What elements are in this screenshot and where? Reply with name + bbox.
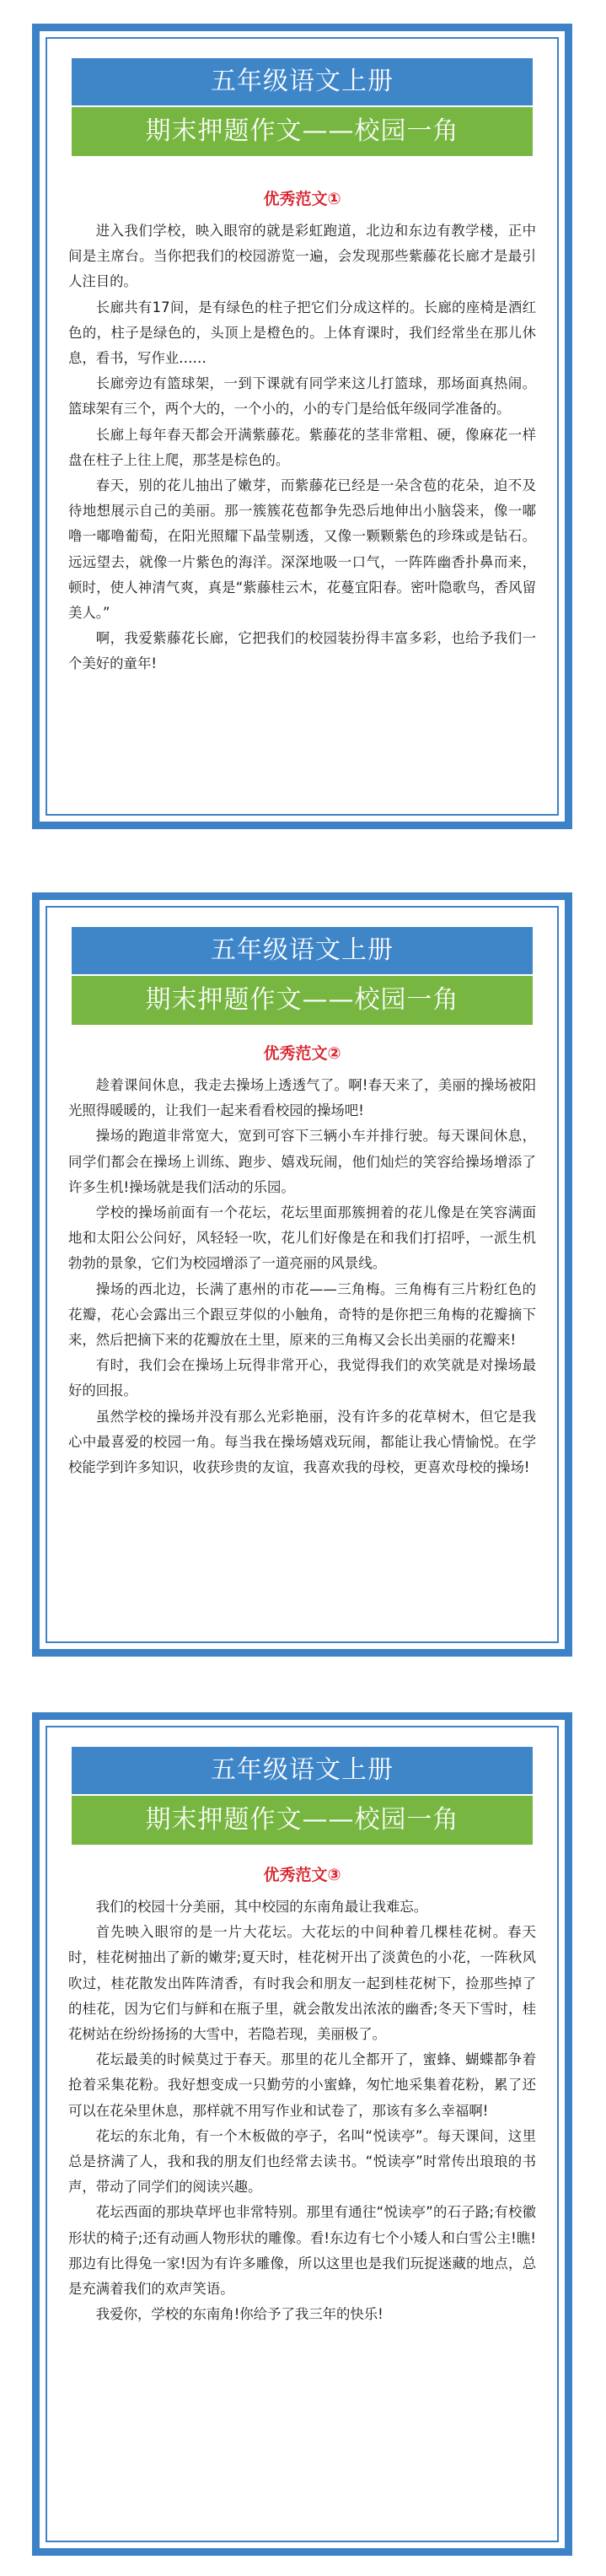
essay-title-banner: 期末押题作文——校园一角 — [72, 976, 533, 1025]
essay-label: 优秀范文① — [263, 190, 341, 208]
paragraph: 趁着课间休息，我走去操场上透透气了。啊!春天来了，美丽的操场被阳光照得暖暖的，让我们一起来看看校园的操场吧! — [68, 1077, 536, 1119]
paragraph: 长廊旁边有篮球架，一到下课就有同学来这儿打篮球，那场面真热闹。篮球架有三个，两个大的，一个小的，小的专门是给低年级同学准备的。 — [68, 375, 536, 418]
paragraph: 我爱你，学校的东南角!你给予了我三年的快乐! — [95, 2306, 383, 2323]
paragraph: 学校的操场前面有一个花坛，花坛里面那簇拥着的花儿像是在笑容满面地和太阳公公问好，风轻轻一吹，花儿们好像是在和我们打招呼，一派生机勃勃的景象，它们为校园增添了一道亮丽的风景线。 — [68, 1204, 536, 1272]
grade-title-banner: 五年级语文上册 — [72, 927, 533, 974]
essay-body — [68, 218, 536, 677]
essay-label: 优秀范文③ — [263, 1866, 341, 1884]
paragraph: 花坛西面的那块草坪也非常特别。那里有通往“悦读亭”的石子路;有校徽形状的椅子;还有动画人物形状的雕像。看!东边有七个小矮人和白雪公主!瞧!那边有比得兔一家!因为有许多雕像，所以这里也是我们玩捉迷藏的地点，总是充满着我们的欢声笑语。 — [68, 2204, 536, 2298]
essay-body — [68, 1894, 536, 2327]
grade-title-banner: 五年级语文上册 — [72, 1747, 533, 1794]
essay-title-banner: 期末押题作文——校园一角 — [72, 107, 533, 156]
paragraph: 花坛最美的时候莫过于春天。那里的花儿全都开了，蜜蜂、蝴蝶都争着抢着采集花粉。我好想变成一只勤劳的小蜜蜂，匆忙地采集着花粉，累了还可以在花朵里休息，那样就不用写作业和试卷了，那该有多么幸福啊! — [68, 2051, 536, 2119]
paragraph: 有时，我们会在操场上玩得非常开心，我觉得我们的欢笑就是对操场最好的回报。 — [68, 1357, 536, 1399]
paragraph: 长廊共有17间，是有绿色的柱子把它们分成这样的。长廊的座椅是酒红色的，柱子是绿色的，头顶上是橙色的。上体育课时，我们经常坐在那儿休息，看书，写作业…… — [68, 299, 536, 367]
paragraph: 虽然学校的操场并没有那么光彩艳丽，没有许多的花草树木，但它是我心中最喜爱的校园一角。每当我在操场嬉戏玩闹，都能让我心情愉悦。在学校能学到许多知识，收获珍贵的友谊，我喜欢我的母校，更喜欢母校的操场! — [68, 1408, 536, 1476]
essay-card-2 — [32, 892, 572, 1657]
essay-card-1 — [32, 24, 572, 829]
grade-title-banner: 五年级语文上册 — [72, 58, 533, 105]
paragraph: 操场的跑道非常宽大，宽到可容下三辆小车并排行驶。每天课间休息，同学们都会在操场上训练、跑步、嬉戏玩闹，他们灿烂的笑容给操场增添了许多生机!操场就是我们活动的乐园。 — [68, 1128, 536, 1195]
essay-body — [68, 1073, 536, 1480]
paragraph: 啊，我爱紫藤花长廊，它把我们的校园装扮得丰富多彩，也给予我们一个美好的童年! — [68, 630, 536, 672]
paragraph: 我们的校园十分美丽，其中校园的东南角最让我难忘。 — [95, 1899, 428, 1915]
paragraph: 首先映入眼帘的是一片大花坛。大花坛的中间种着几棵桂花树。春天时，桂花树抽出了新的嫩芽;夏天时，桂花树开出了淡黄色的小花，一阵秋风吹过，桂花散发出阵阵清香，有时我会和朋友一起到桂花树下，捡那些掉了的桂花，因为它们与鲜和在瓶子里，就会散发出浓浓的幽香;冬天下雪时，桂花树站在纷纷扬扬的大雪中，若隐若现，美丽极了。 — [68, 1924, 536, 2043]
essay-card-3 — [32, 1712, 572, 2556]
essay-title-banner: 期末押题作文——校园一角 — [72, 1796, 533, 1845]
paragraph: 花坛的东北角，有一个木板做的亭子，名叫“悦读亭”。每天课间，这里总是挤满了人，我和我的朋友们也经常去读书。“悦读亭”时常传出琅琅的书声，带动了同学们的阅读兴趣。 — [68, 2127, 536, 2196]
paragraph: 操场的西北边，长满了惠州的市花——三角梅。三角梅有三片粉红色的花瓣，花心会露出三个跟豆芽似的小触角，奇特的是你把三角梅的花瓣摘下来，然后把摘下来的花瓣放在土里，原来的三角梅又会长出美丽的花瓣来! — [68, 1280, 536, 1349]
essay-label: 优秀范文② — [263, 1044, 341, 1063]
paragraph: 长廊上每年春天都会开满紫藤花。紫藤花的茎非常粗、硬，像麻花一样盘在柱子上往上爬，那茎是棕色的。 — [68, 426, 536, 468]
paragraph: 进入我们学校，映入眼帘的就是彩虹跑道，北边和东边有教学楼，正中间是主席台。当你把我们的校园游览一遍，会发现那些紫藤花长廊才是最引人注目的。 — [68, 223, 536, 290]
paragraph: 春天，别的花儿抽出了嫩芽，而紫藤花已经是一朵含苞的花朵，迫不及待地想展示自己的美丽。那一簇簇花苞都争先恐后地伸出小脑袋来，像一嘟噜一嘟噜葡萄，在阳光照耀下晶莹剔透，又像一颗颗紫色的珍珠或是钻石。远远望去，就像一片紫色的海洋。深深地吸一口气，一阵阵幽香扑鼻而来，顿时，使人神清气爽，真是“紫藤桂云木，花蔓宜阳春。密叶隐歌鸟，香风留美人。” — [68, 477, 536, 622]
